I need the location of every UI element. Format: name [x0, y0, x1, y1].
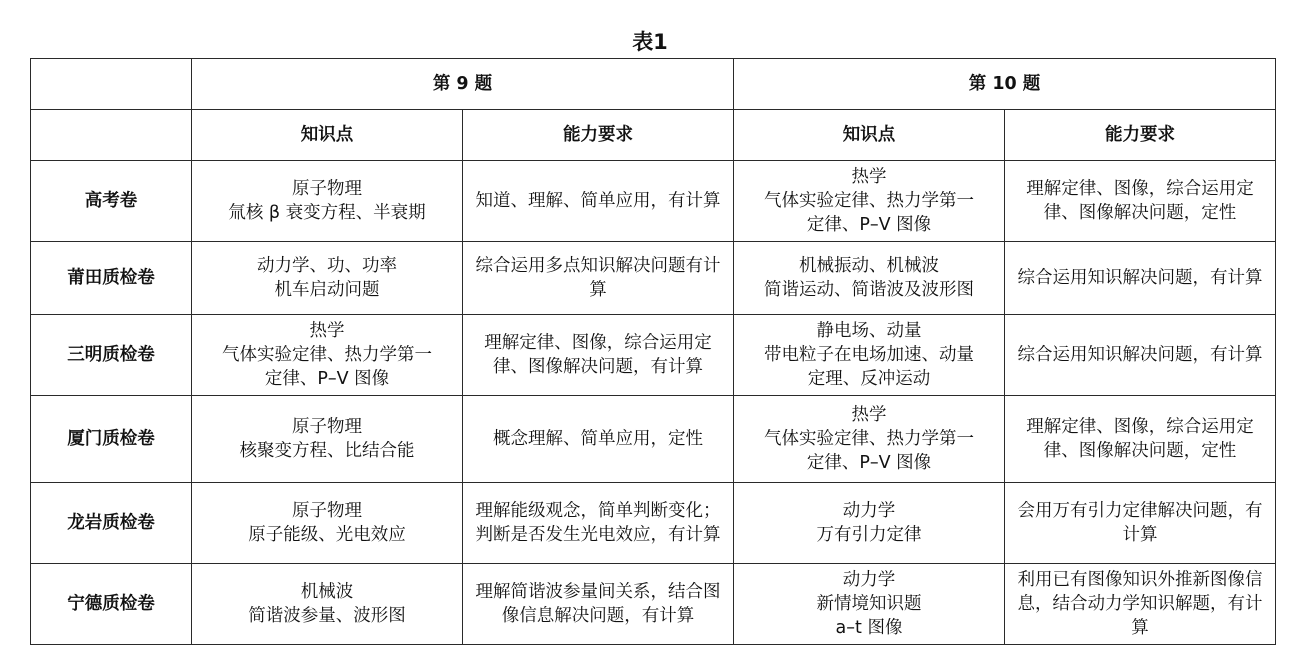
knowledge-line: 原子物理	[292, 501, 362, 521]
knowledge-line: 简谐运动、简谐波及波形图	[764, 280, 974, 300]
q9-knowledge-cell	[192, 315, 463, 396]
q9-ability-cell	[463, 161, 734, 242]
knowledge-line: 动力学	[842, 570, 896, 590]
ability-text: 概念理解、简单应用，定性	[493, 429, 703, 449]
q9-ability-cell	[463, 483, 734, 564]
q9-knowledge-cell	[192, 564, 463, 645]
knowledge-line: 静电场、动量	[816, 321, 922, 341]
ability-text: 理解定律、图像，综合运用定律、图像解决问题，定性	[1026, 417, 1254, 461]
ability-text: 理解能级观念，简单判断变化；判断是否发生光电效应，有计算	[475, 501, 721, 545]
q10-knowledge-cell	[734, 161, 1005, 242]
q10-knowledge-cell	[734, 242, 1005, 315]
knowledge-line: 热学	[851, 405, 887, 425]
table-row	[31, 161, 1276, 242]
q9-ability-cell	[463, 315, 734, 396]
q10-ability-cell	[1005, 396, 1276, 483]
header-q10-knowledge: 知识点	[734, 110, 1005, 161]
q9-knowledge-cell	[192, 242, 463, 315]
knowledge-line: 原子能级、光电效应	[248, 525, 406, 545]
q10-ability-cell	[1005, 161, 1276, 242]
knowledge-line: 热学	[851, 167, 887, 187]
knowledge-line: 定律、P–V 图像	[264, 369, 390, 389]
row-label: 宁德质检卷	[31, 564, 192, 645]
q9-ability-cell	[463, 242, 734, 315]
ability-text: 理解定律、图像，综合运用定律、图像解决问题，有计算	[484, 333, 712, 377]
knowledge-line: 原子物理	[292, 179, 362, 199]
q10-knowledge-cell	[734, 396, 1005, 483]
knowledge-line: 定理、反冲运动	[807, 369, 931, 389]
ability-text: 理解定律、图像，综合运用定律、图像解决问题，定性	[1026, 179, 1254, 223]
knowledge-line: 气体实验定律、热力学第一	[222, 345, 432, 365]
knowledge-line: 原子物理	[292, 417, 362, 437]
header-row-columns	[31, 110, 1276, 161]
header-q10-ability: 能力要求	[1005, 110, 1276, 161]
header-question-9: 第 9 题	[192, 59, 734, 110]
row-label: 三明质检卷	[31, 315, 192, 396]
knowledge-line: 热学	[309, 321, 345, 341]
knowledge-line: 机械振动、机械波	[799, 256, 939, 276]
q10-knowledge-cell	[734, 315, 1005, 396]
header-q9-ability: 能力要求	[463, 110, 734, 161]
ability-text: 知道、理解、简单应用，有计算	[475, 191, 721, 211]
table-row	[31, 315, 1276, 396]
ability-text: 理解简谐波参量间关系，结合图像信息解决问题，有计算	[475, 582, 721, 626]
ability-text: 综合运用知识解决问题，有计算	[1017, 268, 1263, 288]
q10-knowledge-cell	[734, 483, 1005, 564]
table-row	[31, 564, 1276, 645]
ability-text: 综合运用知识解决问题，有计算	[1017, 345, 1263, 365]
q9-knowledge-cell	[192, 396, 463, 483]
corner-cell-sub	[31, 110, 192, 161]
header-question-10: 第 10 题	[734, 59, 1276, 110]
knowledge-line: 新情境知识题	[816, 594, 922, 614]
q9-ability-cell	[463, 564, 734, 645]
knowledge-line: 氚核 β 衰变方程、半衰期	[228, 203, 426, 223]
knowledge-line: 带电粒子在电场加速、动量	[764, 345, 974, 365]
ability-text: 会用万有引力定律解决问题，有计算	[1017, 501, 1263, 545]
q9-ability-cell	[463, 396, 734, 483]
q10-knowledge-cell	[734, 564, 1005, 645]
knowledge-line: 定律、P–V 图像	[806, 453, 932, 473]
row-label: 高考卷	[31, 161, 192, 242]
knowledge-line: a–t 图像	[835, 618, 903, 638]
ability-text: 综合运用多点知识解决问题有计算	[475, 256, 721, 300]
knowledge-line: 气体实验定律、热力学第一	[764, 429, 974, 449]
knowledge-line: 定律、P–V 图像	[806, 215, 932, 235]
table-row	[31, 483, 1276, 564]
q10-ability-cell	[1005, 483, 1276, 564]
ability-text: 利用已有图像知识外推新图像信息，结合动力学知识解题，有计算	[1017, 570, 1263, 638]
knowledge-line: 万有引力定律	[816, 525, 922, 545]
row-label: 莆田质检卷	[31, 242, 192, 315]
table-row	[31, 242, 1276, 315]
knowledge-line: 机车启动问题	[274, 280, 380, 300]
knowledge-line: 简谐波参量、波形图	[248, 606, 406, 626]
knowledge-line: 气体实验定律、热力学第一	[764, 191, 974, 211]
q10-ability-cell	[1005, 315, 1276, 396]
knowledge-line: 核聚变方程、比结合能	[239, 441, 415, 461]
corner-cell	[31, 59, 192, 110]
row-label: 厦门质检卷	[31, 396, 192, 483]
q10-ability-cell	[1005, 564, 1276, 645]
knowledge-line: 机械波	[300, 582, 354, 602]
row-label: 龙岩质检卷	[31, 483, 192, 564]
comparison-table	[30, 58, 1276, 645]
q9-knowledge-cell	[192, 161, 463, 242]
table-caption: 表1	[632, 30, 668, 54]
q10-ability-cell	[1005, 242, 1276, 315]
table-row	[31, 396, 1276, 483]
knowledge-line: 动力学、功、功率	[257, 256, 397, 276]
header-row-questions	[31, 59, 1276, 110]
header-q9-knowledge: 知识点	[192, 110, 463, 161]
q9-knowledge-cell	[192, 483, 463, 564]
knowledge-line: 动力学	[842, 501, 896, 521]
